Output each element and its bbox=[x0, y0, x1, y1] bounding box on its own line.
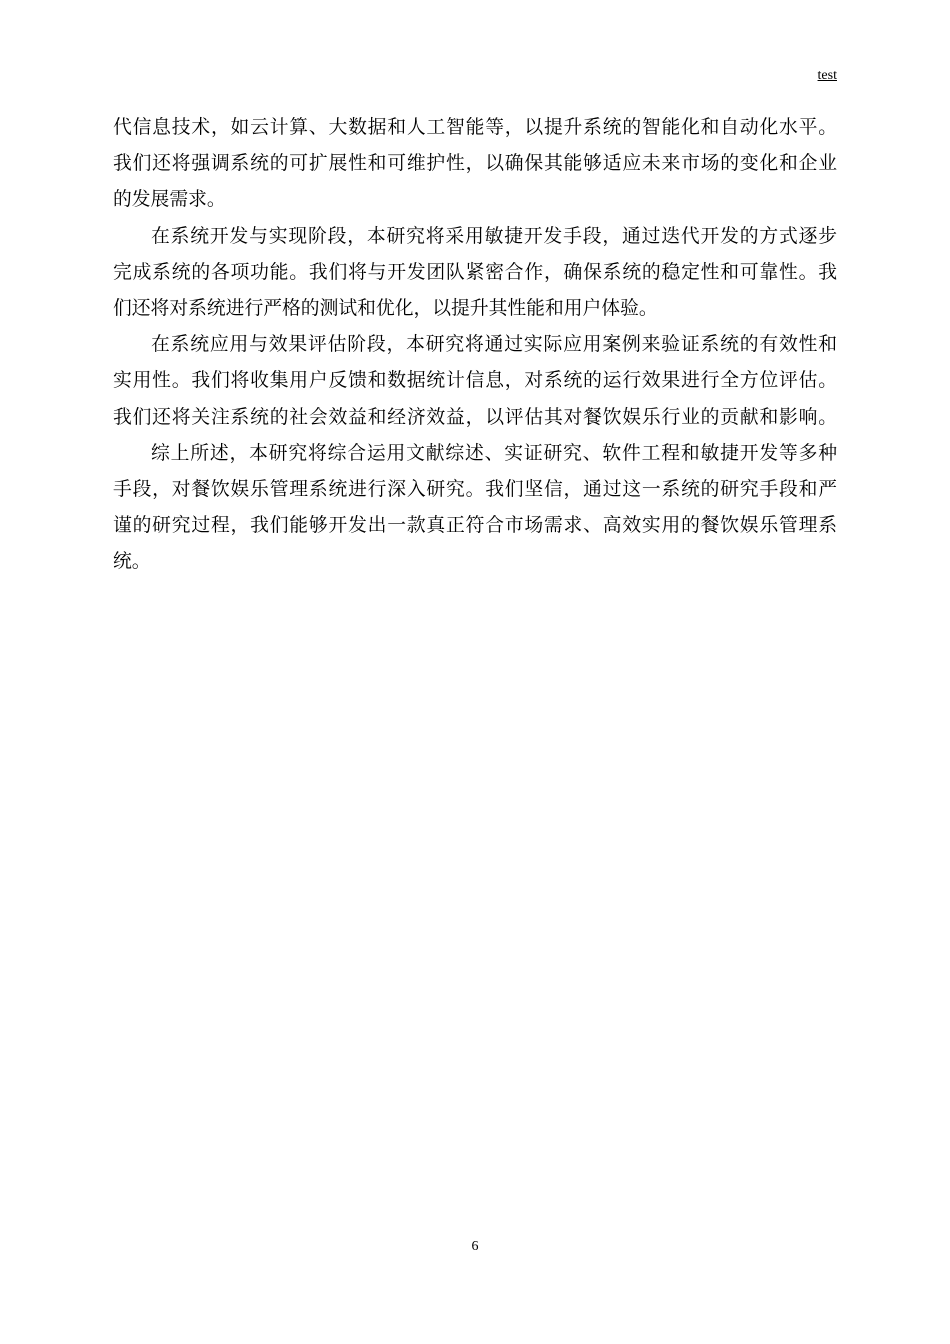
page-header: test bbox=[817, 68, 837, 83]
text-line: 完成系统的各项功能。我们将与开发团队紧密合作，确保系统的稳定性和可靠性。我 bbox=[113, 261, 837, 283]
paragraph bbox=[113, 219, 837, 328]
text-line: 综上所述，本研究将综合运用文献综述、实证研究、软件工程和敏捷开发等多种 bbox=[151, 442, 837, 464]
page-number: 6 bbox=[471, 1239, 479, 1254]
paragraph bbox=[113, 327, 837, 436]
text-line: 在系统应用与效果评估阶段，本研究将通过实际应用案例来验证系统的有效性和 bbox=[151, 334, 837, 356]
text-line: 手段，对餐饮娱乐管理系统进行深入研究。我们坚信，通过这一系统的研究手段和严 bbox=[113, 478, 837, 500]
text-line: 谨的研究过程，我们能够开发出一款真正符合市场需求、高效实用的餐饮娱乐管理系 bbox=[113, 515, 837, 537]
text-line: 统。 bbox=[113, 551, 151, 573]
text-line: 代信息技术，如云计算、大数据和人工智能等，以提升系统的智能化和自动化水平。 bbox=[113, 117, 837, 138]
text-line: 们还将对系统进行严格的测试和优化，以提升其性能和用户体验。 bbox=[113, 297, 658, 319]
paragraph bbox=[113, 110, 837, 219]
text-line: 在系统开发与实现阶段，本研究将采用敏捷开发手段，通过迭代开发的方式逐步 bbox=[151, 225, 837, 247]
document-body bbox=[113, 110, 837, 580]
text-line: 我们还将关注系统的社会效益和经济效益，以评估其对餐饮娱乐行业的贡献和影响。 bbox=[113, 406, 837, 428]
text-line: 我们还将强调系统的可扩展性和可维护性，以确保其能够适应未来市场的变化和企业 bbox=[113, 153, 837, 175]
paragraph bbox=[113, 436, 837, 581]
text-line: 的发展需求。 bbox=[113, 189, 226, 211]
text-line: 实用性。我们将收集用户反馈和数据统计信息，对系统的运行效果进行全方位评估。 bbox=[113, 370, 837, 392]
